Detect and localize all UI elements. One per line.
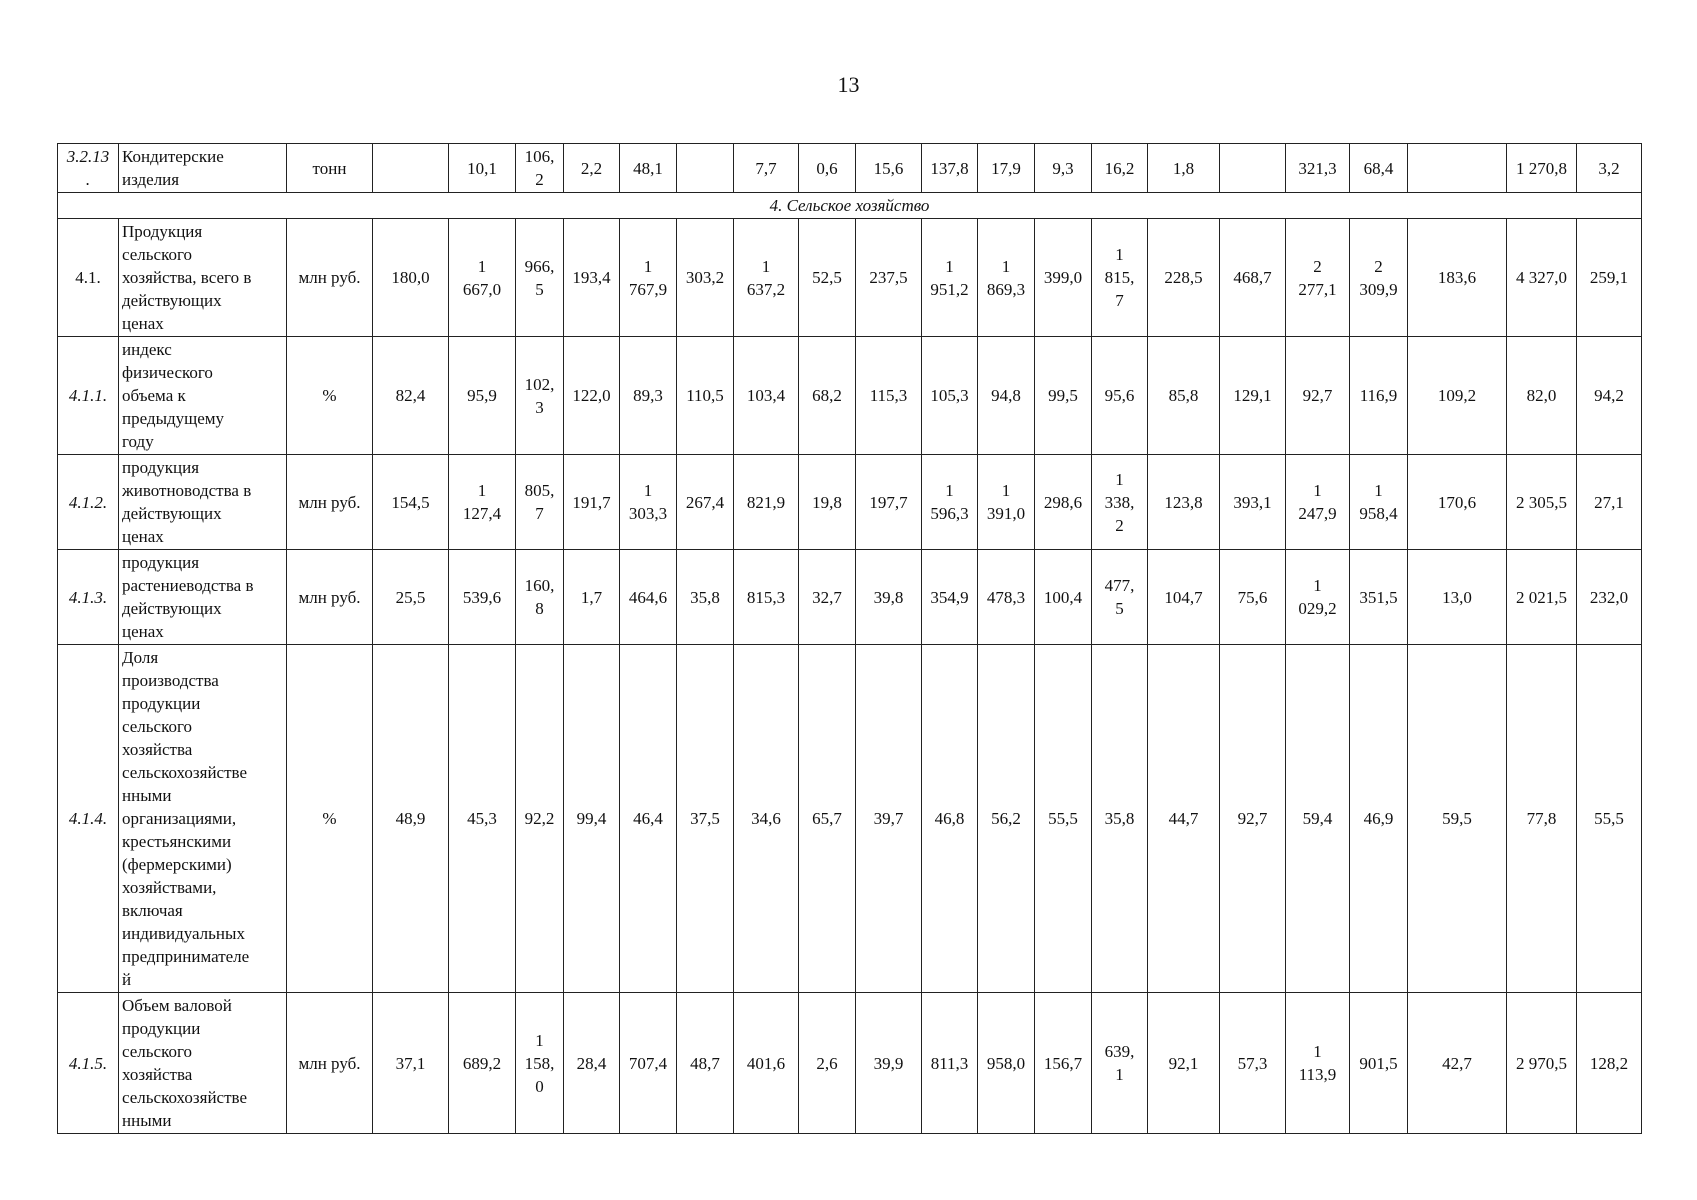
value-cell: 393,1 — [1220, 455, 1286, 550]
value-cell: 399,0 — [1035, 219, 1092, 337]
value-cell: 35,8 — [677, 550, 734, 645]
value-cell: 2 021,5 — [1507, 550, 1577, 645]
value-cell: 1 127,4 — [449, 455, 516, 550]
value-cell: 56,2 — [978, 645, 1035, 993]
value-cell: 57,3 — [1220, 993, 1286, 1134]
value-cell: 45,3 — [449, 645, 516, 993]
value-cell: 183,6 — [1408, 219, 1507, 337]
value-cell: 48,7 — [677, 993, 734, 1134]
value-cell: 39,7 — [856, 645, 922, 993]
value-cell: 0,6 — [799, 144, 856, 193]
value-cell: 123,8 — [1148, 455, 1220, 550]
value-cell: 2,2 — [564, 144, 620, 193]
value-cell: 27,1 — [1577, 455, 1642, 550]
value-cell: 1 596,3 — [922, 455, 978, 550]
value-cell: 65,7 — [799, 645, 856, 993]
table-row — [58, 993, 1642, 1134]
row-code: 4.1. — [58, 219, 119, 337]
value-cell: 109,2 — [1408, 337, 1507, 455]
value-cell: 42,7 — [1408, 993, 1507, 1134]
value-cell: 805, 7 — [516, 455, 564, 550]
row-code: 3.2.13 . — [58, 144, 119, 193]
value-cell: 180,0 — [373, 219, 449, 337]
row-indicator-name: Доля производства продукции сельского хозяйства сельскохозяйстве нными организациями, крестьянскими (фермерскими) хозяйствами, включая индивидуальных предпринимателе й — [119, 645, 287, 993]
value-cell: 901,5 — [1350, 993, 1408, 1134]
value-cell: 28,4 — [564, 993, 620, 1134]
value-cell: 228,5 — [1148, 219, 1220, 337]
row-unit: тонн — [287, 144, 373, 193]
value-cell: 1 303,3 — [620, 455, 677, 550]
value-cell: 298,6 — [1035, 455, 1092, 550]
value-cell: 13,0 — [1408, 550, 1507, 645]
table-row — [58, 144, 1642, 193]
row-indicator-name: Продукция сельского хозяйства, всего в действующих ценах — [119, 219, 287, 337]
value-cell: 89,3 — [620, 337, 677, 455]
value-cell: 3,2 — [1577, 144, 1642, 193]
value-cell: 55,5 — [1577, 645, 1642, 993]
value-cell: 1,8 — [1148, 144, 1220, 193]
value-cell: 129,1 — [1220, 337, 1286, 455]
table-row — [58, 337, 1642, 455]
value-cell: 46,9 — [1350, 645, 1408, 993]
row-indicator-name: Объем валовой продукции сельского хозяйства сельскохозяйстве нными — [119, 993, 287, 1134]
value-cell: 2 970,5 — [1507, 993, 1577, 1134]
value-cell: 16,2 — [1092, 144, 1148, 193]
value-cell — [1220, 144, 1286, 193]
value-cell: 237,5 — [856, 219, 922, 337]
value-cell: 966, 5 — [516, 219, 564, 337]
value-cell: 92,2 — [516, 645, 564, 993]
value-cell: 82,4 — [373, 337, 449, 455]
row-code: 4.1.1. — [58, 337, 119, 455]
value-cell: 267,4 — [677, 455, 734, 550]
value-cell: 232,0 — [1577, 550, 1642, 645]
table-row — [58, 455, 1642, 550]
value-cell: 156,7 — [1035, 993, 1092, 1134]
value-cell: 48,9 — [373, 645, 449, 993]
value-cell: 351,5 — [1350, 550, 1408, 645]
value-cell: 46,4 — [620, 645, 677, 993]
value-cell: 32,7 — [799, 550, 856, 645]
value-cell: 1 767,9 — [620, 219, 677, 337]
row-code: 4.1.5. — [58, 993, 119, 1134]
value-cell: 68,2 — [799, 337, 856, 455]
value-cell: 122,0 — [564, 337, 620, 455]
value-cell: 958,0 — [978, 993, 1035, 1134]
value-cell: 1 029,2 — [1286, 550, 1350, 645]
value-cell: 401,6 — [734, 993, 799, 1134]
row-code: 4.1.3. — [58, 550, 119, 645]
value-cell: 707,4 — [620, 993, 677, 1134]
value-cell: 59,4 — [1286, 645, 1350, 993]
value-cell: 170,6 — [1408, 455, 1507, 550]
row-unit: млн руб. — [287, 455, 373, 550]
value-cell: 106, 2 — [516, 144, 564, 193]
section-title: 4. Сельское хозяйство — [58, 193, 1642, 219]
value-cell: 303,2 — [677, 219, 734, 337]
value-cell: 37,1 — [373, 993, 449, 1134]
value-cell: 75,6 — [1220, 550, 1286, 645]
page-number: 13 — [837, 72, 860, 97]
value-cell: 100,4 — [1035, 550, 1092, 645]
value-cell: 2,6 — [799, 993, 856, 1134]
value-cell: 7,7 — [734, 144, 799, 193]
value-cell: 137,8 — [922, 144, 978, 193]
value-cell: 539,6 — [449, 550, 516, 645]
value-cell: 354,9 — [922, 550, 978, 645]
value-cell: 1 338, 2 — [1092, 455, 1148, 550]
value-cell: 59,5 — [1408, 645, 1507, 993]
value-cell: 82,0 — [1507, 337, 1577, 455]
value-cell: 55,5 — [1035, 645, 1092, 993]
value-cell: 39,9 — [856, 993, 922, 1134]
row-unit: млн руб. — [287, 550, 373, 645]
value-cell: 77,8 — [1507, 645, 1577, 993]
value-cell: 1 113,9 — [1286, 993, 1350, 1134]
value-cell: 160, 8 — [516, 550, 564, 645]
value-cell: 1,7 — [564, 550, 620, 645]
value-cell: 2 309,9 — [1350, 219, 1408, 337]
value-cell: 689,2 — [449, 993, 516, 1134]
value-cell: 46,8 — [922, 645, 978, 993]
value-cell: 19,8 — [799, 455, 856, 550]
value-cell: 52,5 — [799, 219, 856, 337]
value-cell: 639, 1 — [1092, 993, 1148, 1134]
value-cell: 1 815, 7 — [1092, 219, 1148, 337]
value-cell: 2 277,1 — [1286, 219, 1350, 337]
value-cell: 48,1 — [620, 144, 677, 193]
value-cell: 15,6 — [856, 144, 922, 193]
value-cell: 104,7 — [1148, 550, 1220, 645]
row-unit: % — [287, 645, 373, 993]
value-cell: 1 637,2 — [734, 219, 799, 337]
value-cell: 68,4 — [1350, 144, 1408, 193]
value-cell: 1 869,3 — [978, 219, 1035, 337]
value-cell: 95,9 — [449, 337, 516, 455]
value-cell: 94,2 — [1577, 337, 1642, 455]
row-indicator-name: Кондитерские изделия — [119, 144, 287, 193]
value-cell: 4 327,0 — [1507, 219, 1577, 337]
value-cell: 102, 3 — [516, 337, 564, 455]
table-row — [58, 645, 1642, 993]
value-cell — [1408, 144, 1507, 193]
value-cell: 110,5 — [677, 337, 734, 455]
value-cell: 191,7 — [564, 455, 620, 550]
value-cell — [677, 144, 734, 193]
value-cell: 95,6 — [1092, 337, 1148, 455]
value-cell: 85,8 — [1148, 337, 1220, 455]
value-cell: 35,8 — [1092, 645, 1148, 993]
value-cell: 464,6 — [620, 550, 677, 645]
value-cell: 103,4 — [734, 337, 799, 455]
value-cell: 10,1 — [449, 144, 516, 193]
row-code: 4.1.2. — [58, 455, 119, 550]
value-cell: 39,8 — [856, 550, 922, 645]
value-cell: 128,2 — [1577, 993, 1642, 1134]
value-cell: 99,5 — [1035, 337, 1092, 455]
value-cell: 154,5 — [373, 455, 449, 550]
value-cell — [373, 144, 449, 193]
value-cell: 92,7 — [1220, 645, 1286, 993]
section-header-row — [58, 193, 1642, 219]
value-cell: 478,3 — [978, 550, 1035, 645]
value-cell: 1 951,2 — [922, 219, 978, 337]
row-indicator-name: продукция растениеводства в действующих ценах — [119, 550, 287, 645]
value-cell: 92,1 — [1148, 993, 1220, 1134]
table-row — [58, 550, 1642, 645]
value-cell: 197,7 — [856, 455, 922, 550]
value-cell: 105,3 — [922, 337, 978, 455]
value-cell: 44,7 — [1148, 645, 1220, 993]
value-cell: 1 158, 0 — [516, 993, 564, 1134]
value-cell: 259,1 — [1577, 219, 1642, 337]
value-cell: 99,4 — [564, 645, 620, 993]
row-unit: млн руб. — [287, 993, 373, 1134]
value-cell: 94,8 — [978, 337, 1035, 455]
value-cell: 1 270,8 — [1507, 144, 1577, 193]
table-row — [58, 219, 1642, 337]
value-cell: 116,9 — [1350, 337, 1408, 455]
value-cell: 1 667,0 — [449, 219, 516, 337]
value-cell: 1 391,0 — [978, 455, 1035, 550]
value-cell: 815,3 — [734, 550, 799, 645]
value-cell: 477, 5 — [1092, 550, 1148, 645]
row-unit: млн руб. — [287, 219, 373, 337]
value-cell: 1 247,9 — [1286, 455, 1350, 550]
value-cell: 17,9 — [978, 144, 1035, 193]
value-cell: 811,3 — [922, 993, 978, 1134]
value-cell: 25,5 — [373, 550, 449, 645]
value-cell: 1 958,4 — [1350, 455, 1408, 550]
value-cell: 2 305,5 — [1507, 455, 1577, 550]
row-indicator-name: продукция животноводства в действующих ценах — [119, 455, 287, 550]
value-cell: 92,7 — [1286, 337, 1350, 455]
row-code: 4.1.4. — [58, 645, 119, 993]
value-cell: 34,6 — [734, 645, 799, 993]
row-indicator-name: индекс физического объема к предыдущему году — [119, 337, 287, 455]
statistics-table — [57, 143, 1642, 1134]
value-cell: 37,5 — [677, 645, 734, 993]
value-cell: 115,3 — [856, 337, 922, 455]
row-unit: % — [287, 337, 373, 455]
value-cell: 821,9 — [734, 455, 799, 550]
value-cell: 193,4 — [564, 219, 620, 337]
value-cell: 9,3 — [1035, 144, 1092, 193]
value-cell: 468,7 — [1220, 219, 1286, 337]
value-cell: 321,3 — [1286, 144, 1350, 193]
